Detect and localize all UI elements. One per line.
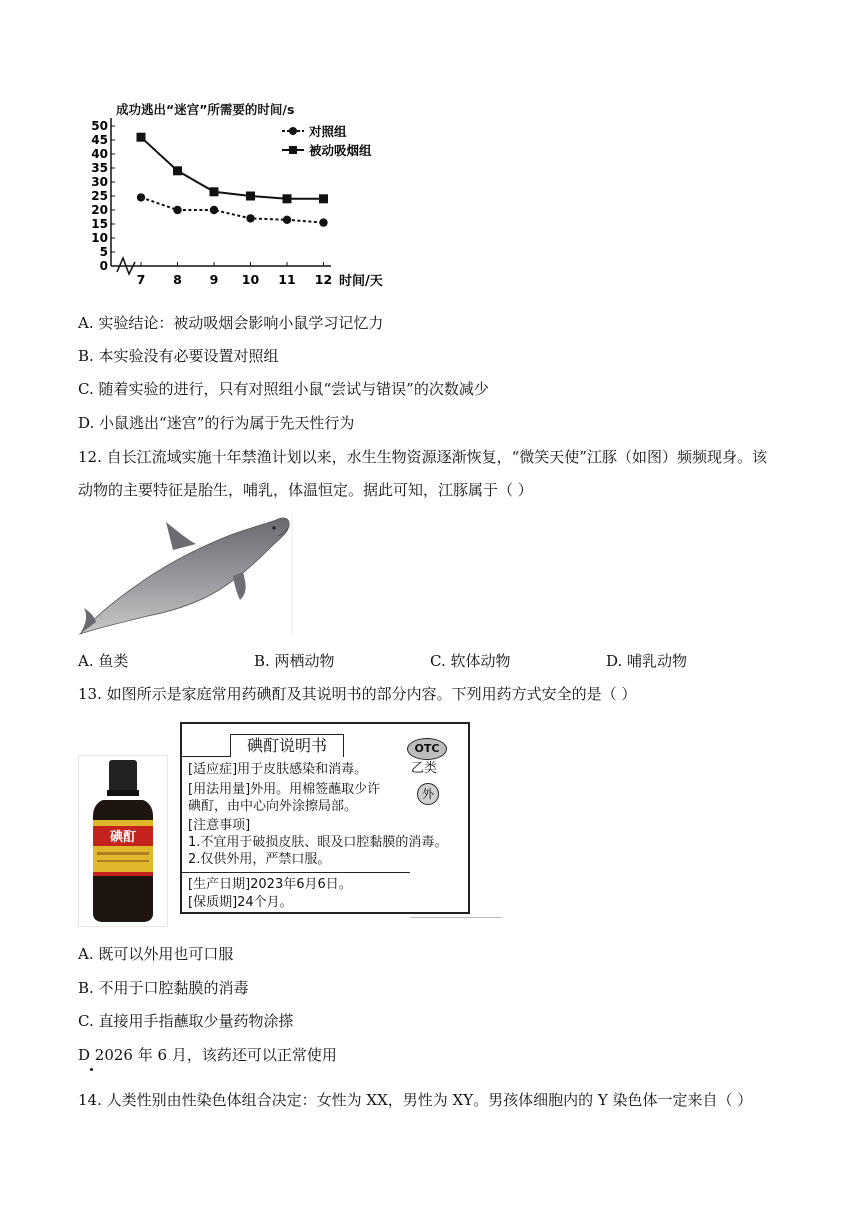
series-0-point-12 xyxy=(319,218,327,226)
series-1-point-9 xyxy=(210,187,219,196)
y-tick-label-50: 50 xyxy=(91,119,108,133)
x-tick-label-8: 8 xyxy=(173,272,182,287)
instr-production-date: [生产日期]2023年6月6日。 xyxy=(188,877,352,892)
instr-usage-1: [用法用量]外用。用棉签蘸取少许 xyxy=(188,782,381,797)
series-line-0 xyxy=(141,197,324,222)
y-tick-label-5: 5 xyxy=(99,245,108,259)
otc-badge: OTC xyxy=(407,738,447,760)
instr-usage-2: 碘酊，由中心向外涂擦局部。 xyxy=(188,799,358,814)
series-1-point-12 xyxy=(319,194,328,203)
q12-stem-line1: 12. 自长江流域实施十年禁渔计划以来，水生生物资源逐渐恢复，“微笑天使”江豚（如图）频频现身。该 xyxy=(78,448,767,466)
y-tick-label-15: 15 xyxy=(91,217,108,231)
series-1-point-8 xyxy=(173,166,182,175)
y-tick-label-25: 25 xyxy=(91,189,108,203)
series-0-point-10 xyxy=(246,214,254,222)
q11-option-d: D. 小鼠逃出“迷宫”的行为属于先天性行为 xyxy=(78,414,355,432)
iodine-instructions-box xyxy=(180,722,470,914)
chart-series xyxy=(137,133,329,227)
instr-note-1: 1.不宜用于破损皮肤、眼及口腔黏膜的消毒。 xyxy=(188,835,448,850)
instr-notes-heading: [注意事项] xyxy=(188,818,251,833)
external-use-mark: 外 xyxy=(417,783,439,805)
q13-stem: 13. 如图所示是家庭常用药碘酊及其说明书的部分内容。下列用药方式安全的是（ ） xyxy=(78,685,637,703)
y-tick-label-40: 40 xyxy=(91,147,108,161)
q12-option-a: A. 鱼类 xyxy=(78,652,129,670)
x-tick-label-11: 11 xyxy=(278,272,296,287)
axis-break-mark xyxy=(117,258,135,274)
instructions-title: 碘酊说明书 xyxy=(230,734,344,757)
finless-porpoise-image xyxy=(78,512,293,636)
legend-passive-smoking: 被动吸烟组 xyxy=(309,143,372,158)
y-tick-label-20: 20 xyxy=(91,203,108,217)
chart-x-label: 时间/天 xyxy=(339,274,383,289)
series-1-point-11 xyxy=(283,194,292,203)
instr-shelf-life: [保质期]24个月。 xyxy=(188,895,293,910)
series-0-point-7 xyxy=(137,193,145,201)
q11-option-a: A. 实验结论：被动吸烟会影响小鼠学习记忆力 xyxy=(78,314,384,332)
series-1-point-7 xyxy=(137,133,146,142)
instr-note-2: 2.仅供外用，严禁口服。 xyxy=(188,852,331,867)
q11-option-b: B. 本实验没有必要设置对照组 xyxy=(78,347,279,365)
q11-option-c: C. 随着实验的进行，只有对照组小鼠“尝试与错误”的次数减少 xyxy=(78,380,489,398)
q12-option-c: C. 软体动物 xyxy=(430,652,511,670)
x-tick-label-12: 12 xyxy=(314,272,333,287)
legend-control: 对照组 xyxy=(309,124,347,139)
instr-underline xyxy=(410,917,502,918)
series-0-point-8 xyxy=(173,206,181,214)
y-tick-label-35: 35 xyxy=(91,161,108,175)
x-tick-label-10: 10 xyxy=(241,272,260,287)
chart-title: 成功逃出“迷宫”所需要的时间/s xyxy=(116,102,295,117)
y-tick-label-10: 10 xyxy=(91,231,108,245)
chart-legend xyxy=(282,124,372,158)
iodine-bottle-image xyxy=(78,755,168,927)
q13-option-d: D 2026 年 6 月，该药还可以正常使用 xyxy=(78,1046,337,1064)
x-tick-label-7: 7 xyxy=(136,272,146,287)
q12-option-b: B. 两栖动物 xyxy=(254,652,335,670)
q12-stem-line2: 动物的主要特征是胎生，哺乳，体温恒定。据此可知，江豚属于（ ） xyxy=(78,481,533,499)
bottle-label: 碘酊 xyxy=(109,830,137,845)
q12-option-d: D. 哺乳动物 xyxy=(606,652,688,670)
instr-indication: [适应症]用于皮肤感染和消毒。 xyxy=(188,762,368,777)
x-tick-label-9: 9 xyxy=(209,272,219,287)
series-0-point-9 xyxy=(210,206,218,214)
series-1-point-10 xyxy=(246,192,255,201)
y-tick-label-0: 0 xyxy=(99,259,108,273)
q14-stem: 14. 人类性别由性染色体组合决定：女性为 XX，男性为 XY。男孩体细胞内的 Y 染色体一定来自（ ） xyxy=(78,1091,753,1109)
series-0-point-11 xyxy=(283,216,291,224)
q13-option-b: B. 不用于口腔黏膜的消毒 xyxy=(78,979,249,997)
otc-class: 乙类 xyxy=(411,761,438,776)
q13-option-c: C. 直接用手指蘸取少量药物涂搽 xyxy=(78,1012,294,1030)
y-tick-label-30: 30 xyxy=(91,175,108,189)
stray-dot xyxy=(90,1068,93,1071)
q13-option-a: A. 既可以外用也可口服 xyxy=(78,945,234,963)
y-tick-label-45: 45 xyxy=(91,133,108,147)
escape-time-line-chart xyxy=(86,96,406,296)
